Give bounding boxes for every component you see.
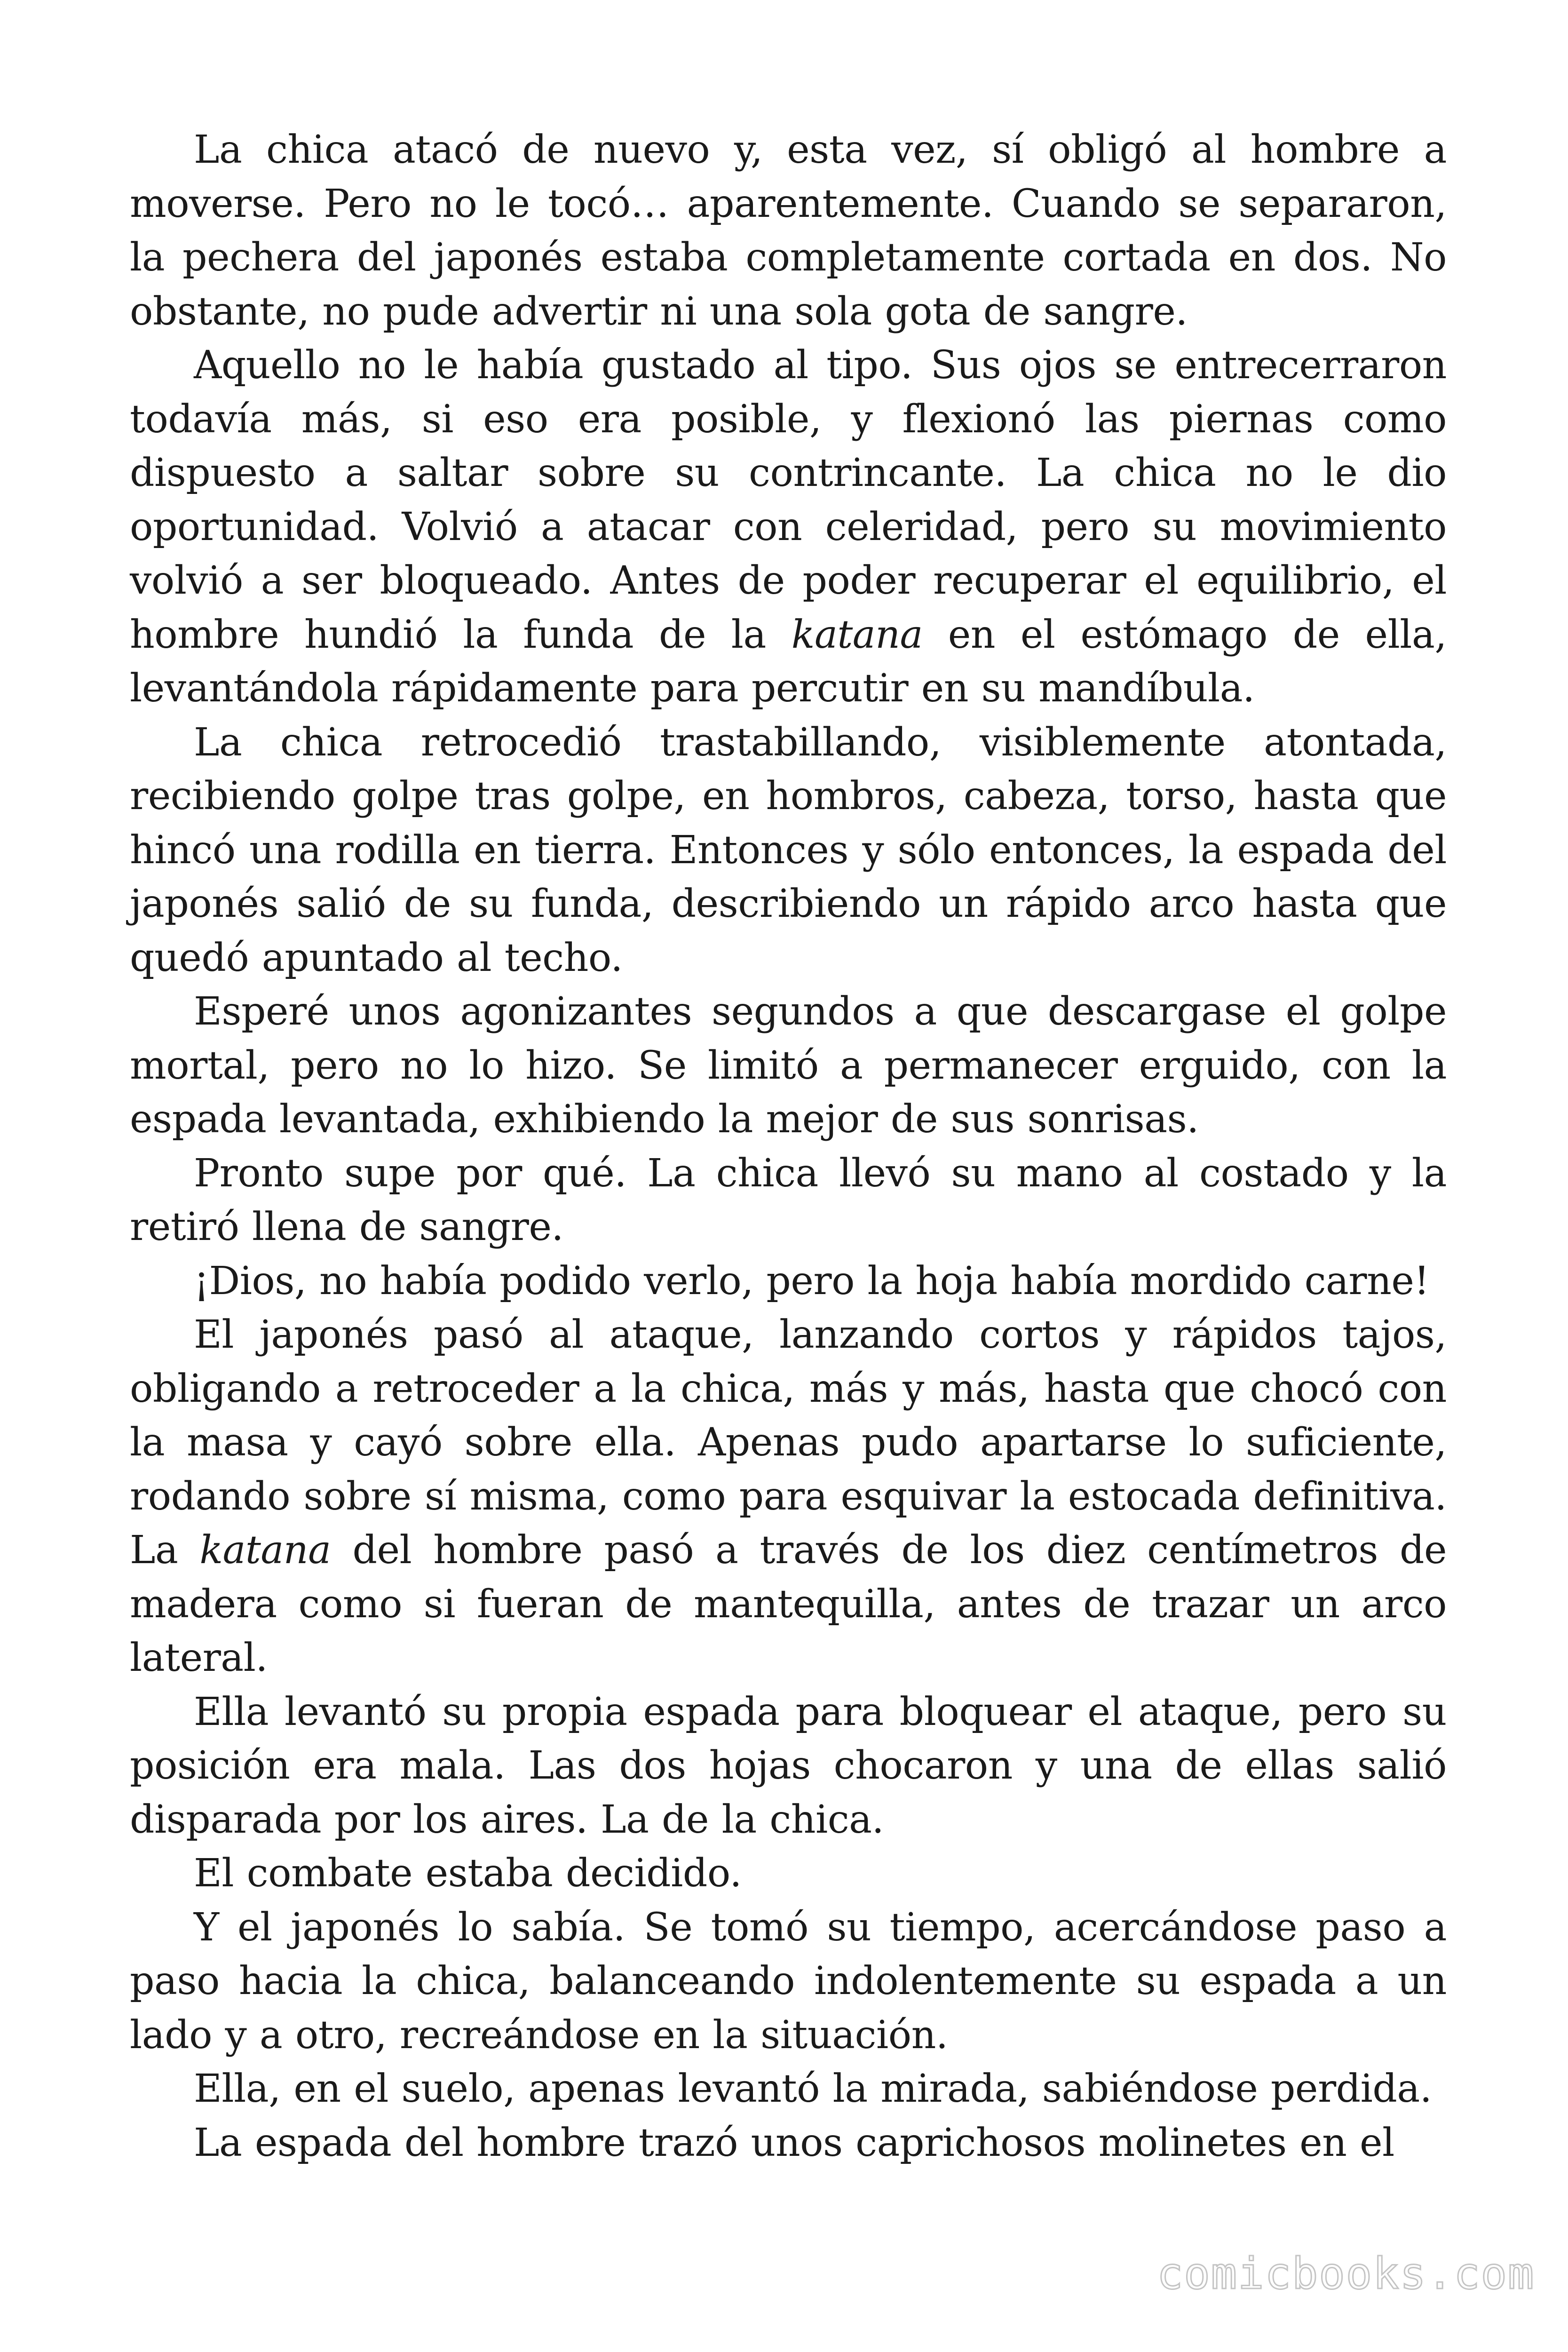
- paragraph-11: Ella, en el suelo, apenas levantó la mirada, sabiéndose perdida.: [194, 2066, 1432, 2111]
- paragraph-2: Aquello no le había gustado al tipo. Sus ojos se entrecerraron todavía más, si eso era posible, y flexionó las piernas como dispuesto a saltar sobre su contrincante. La chica no le dio oportunidad. Volvió a atacar con celeridad, pero su movimiento volvió a ser bloqueado. Antes de poder recuperar el equilibrio, el hombre hundió la funda de la katana en el estómago de ella, levantándola rápidamente para percutir en su mandíbula.: [130, 343, 1447, 711]
- paragraph-6: ¡Dios, no había podido verlo, pero la hoja había mordido carne!: [194, 1258, 1429, 1303]
- paragraph-3: La chica retrocedió trastabillando, visiblemente atontada, recibiendo golpe tras golpe, en hombros, cabeza, torso, hasta que hincó una rodilla en tierra. Entonces y sólo entonces, la espada del japonés salió de su funda, describiendo un rápido arco hasta que quedó apuntado al techo.: [130, 720, 1447, 980]
- paragraph-4: Esperé unos agonizantes segundos a que descargase el golpe mortal, pero no lo hizo. Se limitó a permanecer erguido, con la espada levantada, exhibiendo la mejor de sus sonrisas.: [130, 989, 1447, 1142]
- paragraph-1: La chica atacó de nuevo y, esta vez, sí obligó al hombre a moverse. Pero no le tocó… aparentemente. Cuando se separaron, la pechera del japonés estaba completamente cortada en dos. No obstante, no pude advertir ni una sola gota de sangre.: [130, 127, 1447, 334]
- paragraph-8: Ella levantó su propia espada para bloquear el ataque, pero su posición era mala. Las dos hojas chocaron y una de ellas salió disparada por los aires. La de la chica.: [130, 1689, 1447, 1842]
- italic-word: katana: [199, 1528, 331, 1573]
- paragraph-12: La espada del hombre trazó unos caprichosos molinetes en el: [194, 2120, 1394, 2165]
- italic-word: katana: [791, 612, 923, 657]
- watermark: comicbooks.com: [1157, 2249, 1535, 2299]
- paragraph-7: El japonés pasó al ataque, lanzando cortos y rápidos tajos, obligando a retroceder a la chica, más y más, hasta que chocó con la masa y cayó sobre ella. Apenas pudo apartarse lo suficiente, rodando sobre sí misma, como para esquivar la estocada definitiva. La katana del hombre pasó a través de los diez centímetros de madera como si fueran de mantequilla, antes de trazar un arco lateral.: [130, 1312, 1447, 1680]
- paragraph-5: Pronto supe por qué. La chica llevó su mano al costado y la retiró llena de sangre.: [130, 1151, 1447, 1249]
- paragraph-10: Y el japonés lo sabía. Se tomó su tiempo, acercándose paso a paso hacia la chica, balanceando indolentemente su espada a un lado y a otro, recreándose en la situación.: [130, 1905, 1447, 2058]
- paragraph-9: El combate estaba decidido.: [194, 1851, 742, 1896]
- body-text: [130, 123, 1447, 2170]
